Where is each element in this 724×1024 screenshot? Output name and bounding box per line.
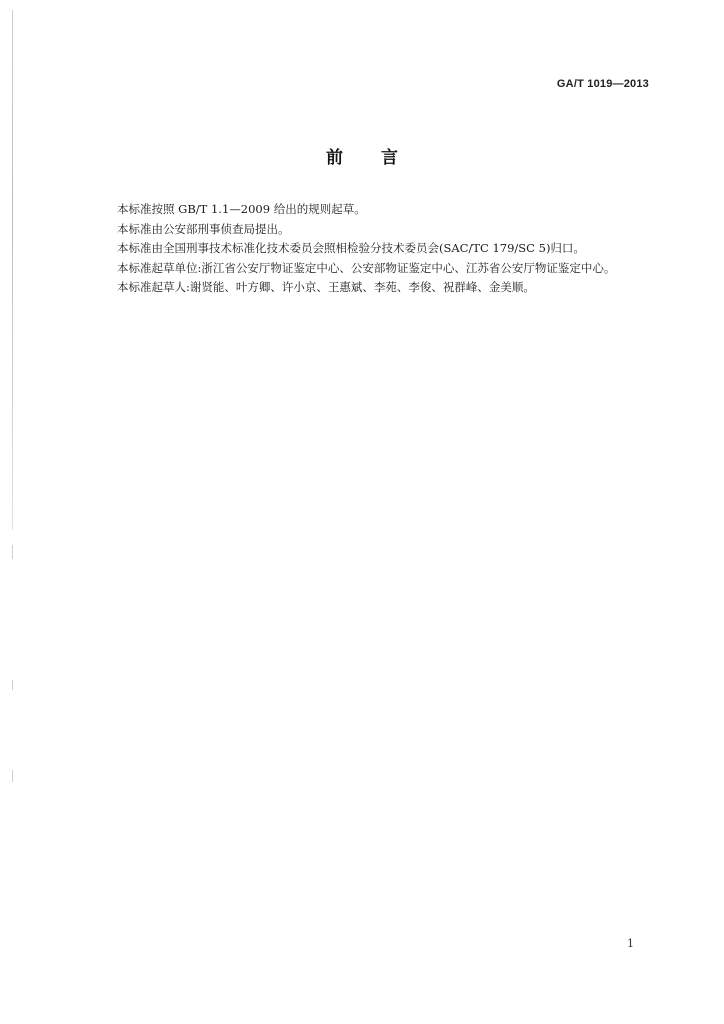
page-title <box>0 143 724 168</box>
scan-artifact <box>12 545 13 559</box>
scan-artifact <box>12 680 13 690</box>
preface-paragraph: 本标准由全国刑事技术标准化技术委员会照相检验分技术委员会(SAC/TC 179/SC 5)归口。 <box>117 241 585 255</box>
title-char: 言 <box>381 148 398 168</box>
preface-paragraph: 本标准由公安部刑事侦查局提出。 <box>117 221 290 236</box>
document-code: GA/T 1019—2013 <box>556 78 649 90</box>
preface-paragraph: 本标准起草单位:浙江省公安厅物证鉴定中心、公安部物证鉴定中心、江苏省公安厅物证鉴定中心。 <box>117 260 616 275</box>
scan-edge-line <box>12 10 13 530</box>
scan-artifact <box>12 770 13 782</box>
title-char: 前 <box>326 148 343 168</box>
preface-paragraph: 本标准按照 GB/T 1.1—2009 给出的规则起草。 <box>117 202 366 216</box>
preface-paragraph: 本标准起草人:谢贤能、叶方卿、许小京、王惠斌、李苑、李俊、祝群峰、金美顺。 <box>117 280 535 294</box>
page-number: 1 <box>627 937 634 950</box>
preface-body <box>117 200 662 298</box>
